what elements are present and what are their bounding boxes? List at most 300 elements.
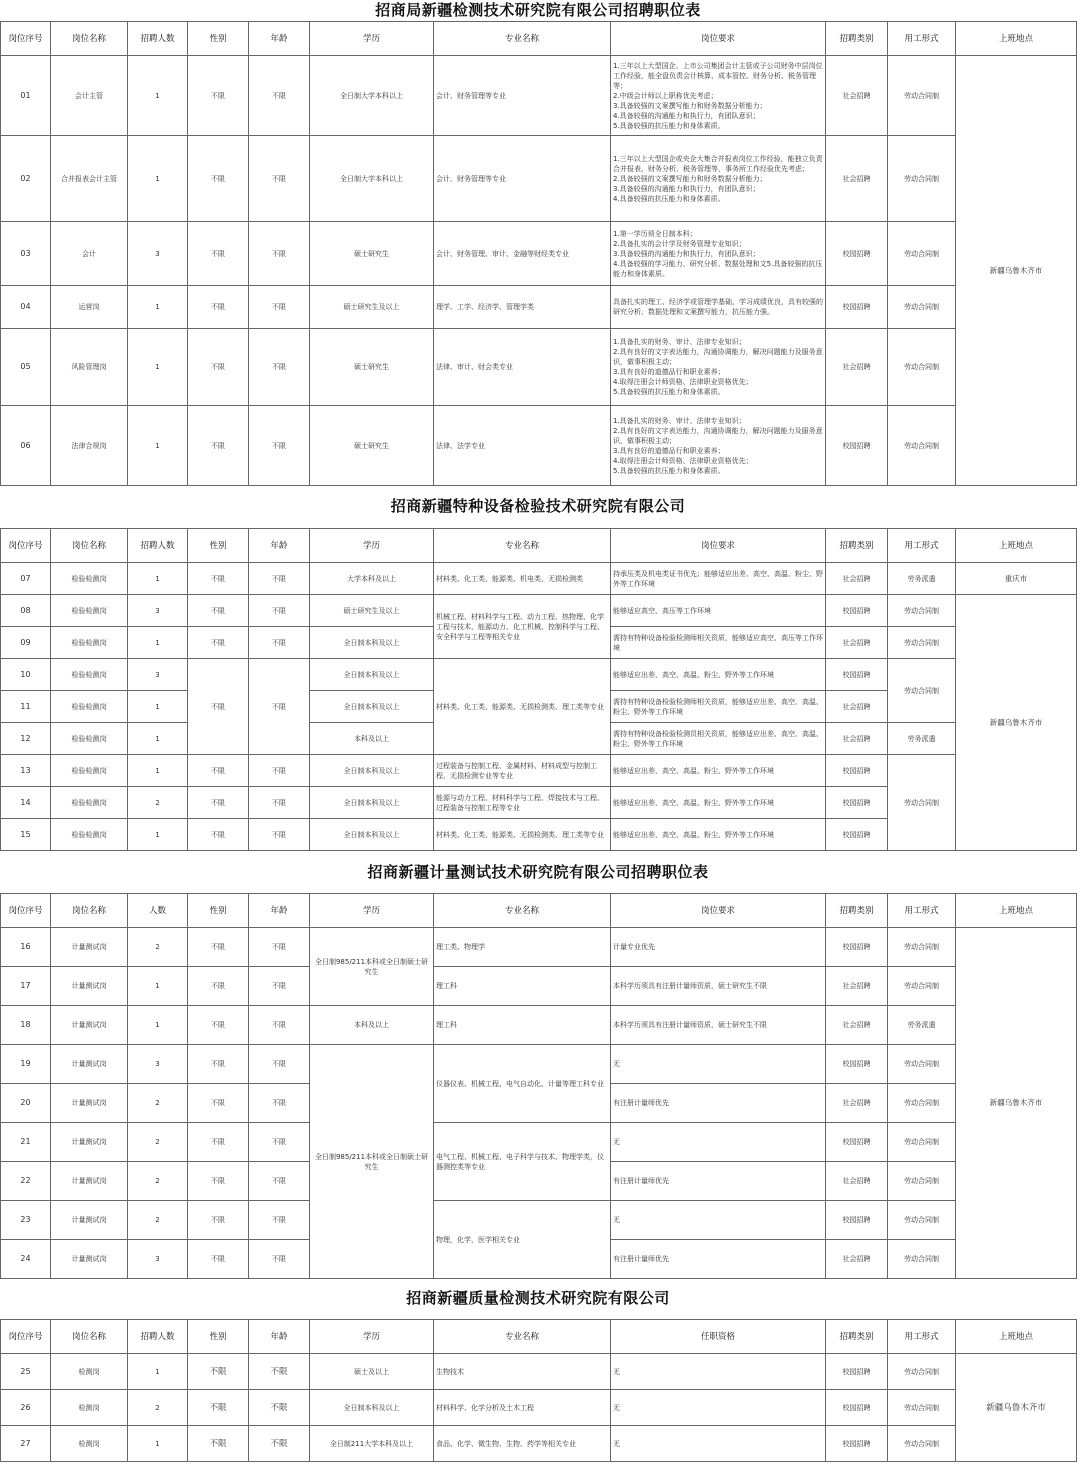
req-line: 1.三年以上大型国企或央企大集合并报表岗位工作经验，能独立负责合并报表、财务分析、税务管理等，事务所工作经验优先考虑；	[613, 154, 823, 173]
count-cell: 3	[128, 1240, 188, 1279]
major-cell: 理工类、物理学	[434, 928, 611, 967]
req-cell: 需持有特种设备检验检测员相关资质，能够适应出差、高空、高温、粉尘、野外等工作环境	[611, 723, 826, 755]
req-cell: 有注册计量师优先	[611, 1240, 826, 1279]
form-cell: 劳动合同制	[888, 1084, 956, 1123]
req-cell	[611, 406, 826, 486]
form-cell: 劳动合同制	[888, 222, 956, 286]
name-cell: 检验检测岗	[51, 627, 128, 659]
location-cell: 新疆乌鲁木齐市	[956, 595, 1077, 851]
type-cell: 校园招聘	[826, 928, 888, 967]
name-cell: 检验检测岗	[51, 755, 128, 787]
count-cell: 1	[128, 691, 188, 723]
name-cell: 检验检测岗	[51, 723, 128, 755]
table-row	[1, 1201, 1077, 1240]
major-cell: 仪器仪表、机械工程、电气自动化、计量等理工科专业	[434, 1045, 611, 1123]
form-cell: 劳动合同制	[888, 1426, 956, 1462]
type-cell: 社会招聘	[826, 563, 888, 595]
table-row	[1, 1354, 1077, 1390]
seq-cell: 16	[1, 928, 51, 967]
major-cell: 物理，化学，医学相关专业	[434, 1201, 611, 1279]
header-cell: 岗位要求	[611, 894, 826, 928]
header-cell: 岗位名称	[51, 1320, 128, 1354]
name-cell: 计量测试岗	[51, 1240, 128, 1279]
header-cell: 用工形式	[888, 529, 956, 563]
req-line: 5.具备较强的抗压能力和身体素质。	[613, 388, 725, 396]
count-cell: 2	[128, 1162, 188, 1201]
name-cell: 计量测试岗	[51, 928, 128, 967]
name-cell: 计量测试岗	[51, 967, 128, 1006]
seq-cell: 27	[1, 1426, 51, 1462]
major-cell: 理工科	[434, 1006, 611, 1045]
req-cell: 需持有特种设备检验检测师相关资质，能够适应出差、高空、高温、粉尘、野外等工作环境	[611, 691, 826, 723]
req-cell: 持承压类及机电类证书优先；能够适应出差、高空、高温、粉尘、野外等工作环境	[611, 563, 826, 595]
name-cell: 检测岗	[51, 1390, 128, 1426]
count-cell: 1	[128, 1426, 188, 1462]
major-cell: 会计、财务管理等专业	[434, 56, 611, 136]
req-cell: 有注册计量师优先	[611, 1084, 826, 1123]
req-cell: 能够适应出差、高空、高温、粉尘、野外等工作环境	[611, 819, 826, 851]
type-cell: 社会招聘	[826, 723, 888, 755]
req-cell: 无	[611, 1426, 826, 1462]
age-cell: 不限	[249, 627, 310, 659]
header-cell: 岗位名称	[51, 894, 128, 928]
age-cell: 不限	[249, 928, 310, 967]
seq-cell: 22	[1, 1162, 51, 1201]
age-cell: 不限	[249, 1045, 310, 1084]
count-cell: 1	[128, 627, 188, 659]
seq-cell: 26	[1, 1390, 51, 1426]
age-cell: 不限	[249, 1123, 310, 1162]
name-cell: 检验检测岗	[51, 691, 128, 723]
table-row	[1, 286, 1077, 329]
header-cell: 岗位序号	[1, 1320, 51, 1354]
age-cell: 不限	[249, 819, 310, 851]
seq-cell: 11	[1, 691, 51, 723]
count-cell: 1	[128, 329, 188, 406]
req-cell: 能够适应高空、高压等工作环境	[611, 595, 826, 627]
form-cell: 劳动合同制	[888, 1240, 956, 1279]
header-cell: 上班地点	[956, 22, 1077, 56]
count-cell: 3	[128, 222, 188, 286]
major-cell: 电气工程、机械工程、电子科学与技术、物理学类，仪器测控类等专业	[434, 1123, 611, 1201]
age-cell: 不限	[249, 1084, 310, 1123]
gender-cell: 不限	[188, 1201, 249, 1240]
type-cell: 校园招聘	[826, 1123, 888, 1162]
gender-cell: 不限	[188, 1045, 249, 1084]
req-line: 3.具有良好的道德品行和职业素养；	[613, 446, 725, 455]
header-cell: 招聘类别	[826, 1320, 888, 1354]
seq-cell: 12	[1, 723, 51, 755]
section-1-title: 招商局新疆检测技术研究院有限公司招聘职位表	[375, 1, 701, 19]
form-cell: 劳动合同制	[888, 967, 956, 1006]
age-cell: 不限	[249, 595, 310, 627]
req-cell: 需持有特种设备检验检测师相关资质，能够适应高空、高压等工作环境	[611, 627, 826, 659]
age-cell: 不限	[249, 967, 310, 1006]
name-cell: 会计主管	[51, 56, 128, 136]
count-cell: 2	[128, 928, 188, 967]
type-cell: 校园招聘	[826, 406, 888, 486]
major-cell: 理工科	[434, 967, 611, 1006]
req-cell	[611, 222, 826, 286]
seq-cell: 06	[1, 406, 51, 486]
age-cell: 不限	[249, 222, 310, 286]
age-cell: 不限	[249, 659, 310, 755]
age-cell: 不限	[249, 1426, 310, 1462]
gender-cell: 不限	[188, 1162, 249, 1201]
gender-cell: 不限	[188, 136, 249, 222]
header-cell: 岗位要求	[611, 22, 826, 56]
name-cell: 运营岗	[51, 286, 128, 329]
location-cell: 重庆市	[956, 563, 1077, 595]
header-cell: 招聘人数	[128, 1320, 188, 1354]
header-cell: 任职资格	[611, 1320, 826, 1354]
form-cell: 劳动合同制	[888, 659, 956, 723]
req-line: 4.具备较强的沟通能力和执行力，有团队意识；	[613, 111, 760, 120]
table-row	[1, 1390, 1077, 1426]
section-2-title: 招商新疆特种设备检验技术研究院有限公司	[390, 497, 686, 515]
major-cell: 材料类、化工类、能源类、机电类、无损检测类	[434, 563, 611, 595]
type-cell: 校园招聘	[826, 595, 888, 627]
req-line: 4.具备较强的抗压能力和身体素质。	[613, 194, 725, 203]
edu-cell: 全日制大学本科以上	[310, 136, 434, 222]
table-row	[1, 1045, 1077, 1084]
header-cell: 用工形式	[888, 1320, 956, 1354]
gender-cell: 不限	[188, 595, 249, 627]
seq-cell: 19	[1, 1045, 51, 1084]
edu-cell: 本科及以上	[310, 723, 434, 755]
req-line: 4.取得注册会计师资格、法律职业资格优先；	[613, 378, 753, 386]
seq-cell: 17	[1, 967, 51, 1006]
count-cell: 3	[128, 595, 188, 627]
table-row	[1, 222, 1077, 286]
header-cell: 学历	[310, 1320, 434, 1354]
major-cell: 过程装备与控制工程、金属材料、材料成型与控制工程、无损检测专业等专业	[434, 755, 611, 787]
req-line: 2.中级会计师以上职称优先考虑；	[613, 91, 718, 100]
major-cell: 能源与动力工程、材料科学与工程、焊接技术与工程、过程装备与控制工程等专业	[434, 787, 611, 819]
req-cell: 计量专业优先	[611, 928, 826, 967]
edu-cell: 全日制985/211本科或全日制硕士研究生	[310, 1045, 434, 1279]
age-cell: 不限	[249, 1390, 310, 1426]
type-cell: 校园招聘	[826, 1390, 888, 1426]
gender-cell: 不限	[188, 286, 249, 329]
table-header-row	[1, 894, 1077, 928]
header-cell: 岗位序号	[1, 22, 51, 56]
form-cell: 劳动合同制	[888, 928, 956, 967]
header-cell: 性别	[188, 894, 249, 928]
count-cell: 1	[128, 136, 188, 222]
edu-cell: 全日制985/211本科或全日制硕士研究生	[310, 928, 434, 1006]
req-cell: 本科学历须具有注册计量师资质，硕士研究生不限	[611, 967, 826, 1006]
form-cell: 劳务派遣	[888, 723, 956, 755]
seq-cell: 01	[1, 56, 51, 136]
req-line: 1.具备扎实的财务、审计、法律专业知识；	[613, 416, 746, 425]
req-cell: 无	[611, 1354, 826, 1390]
req-line: 5.具备较强的抗压能力和身体素质。	[613, 121, 725, 130]
header-cell: 上班地点	[956, 894, 1077, 928]
type-cell: 校园招聘	[826, 787, 888, 819]
section-4-title: 招商新疆质量检测技术研究院有限公司	[406, 1289, 670, 1307]
type-cell: 校园招聘	[826, 1045, 888, 1084]
count-cell: 2	[128, 1390, 188, 1426]
name-cell: 计量测试岗	[51, 1084, 128, 1123]
type-cell: 校园招聘	[826, 1201, 888, 1240]
form-cell: 劳动合同制	[888, 1162, 956, 1201]
form-cell: 劳动合同制	[888, 627, 956, 659]
form-cell: 劳动合同制	[888, 1201, 956, 1240]
req-line: 3.具有良好的道德品行和职业素养；	[613, 368, 725, 376]
age-cell: 不限	[249, 286, 310, 329]
header-cell: 学历	[310, 22, 434, 56]
gender-cell: 不限	[188, 928, 249, 967]
req-cell	[611, 136, 826, 222]
header-cell: 专业名称	[434, 894, 611, 928]
type-cell: 社会招聘	[826, 1006, 888, 1045]
form-cell: 劳动合同制	[888, 1123, 956, 1162]
gender-cell: 不限	[188, 627, 249, 659]
seq-cell: 15	[1, 819, 51, 851]
seq-cell: 09	[1, 627, 51, 659]
header-cell: 上班地点	[956, 529, 1077, 563]
edu-cell: 全日制大学本科以上	[310, 56, 434, 136]
major-cell: 机械工程、材料科学与工程、动力工程、热物理、化学工程与技术、能源动力、化工机械、控制科学与工程、安全科学与工程等相关专业	[434, 595, 611, 659]
req-line: 1.第一学历须全日制本科；	[613, 229, 697, 238]
edu-cell: 硕士研究生及以上	[310, 286, 434, 329]
header-cell: 招聘类别	[826, 22, 888, 56]
type-cell: 社会招聘	[826, 967, 888, 1006]
header-cell: 年龄	[249, 1320, 310, 1354]
seq-cell: 23	[1, 1201, 51, 1240]
req-line: 1.具备扎实的财务、审计、法律专业知识；	[613, 338, 746, 346]
count-cell: 3	[128, 1045, 188, 1084]
edu-cell: 硕士研究生	[310, 329, 434, 406]
form-cell: 劳动合同制	[888, 1354, 956, 1390]
table-row	[1, 136, 1077, 222]
edu-cell: 大学本科及以上	[310, 563, 434, 595]
age-cell: 不限	[249, 1006, 310, 1045]
gender-cell: 不限	[188, 56, 249, 136]
req-line: 4.具备较强的学习能力、研究分析、数据处理和文5.具备较强的抗压能力和身体素质。	[613, 259, 823, 278]
seq-cell: 25	[1, 1354, 51, 1390]
req-cell: 具备扎实的理工、经济学或管理学基础，学习成绩优良，具有较强的研究分析、数据处理和文案撰写能力，抗压能力强。	[611, 286, 826, 329]
type-cell: 校园招聘	[826, 755, 888, 787]
req-line: 2.具备较强的文案撰写能力和财务数据分析能力；	[613, 174, 767, 183]
section-3-table	[0, 893, 1077, 1279]
edu-cell: 本科及以上	[310, 1006, 434, 1045]
req-cell	[611, 56, 826, 136]
table-row	[1, 1123, 1077, 1162]
location-cell: 新疆乌鲁木齐市	[956, 1354, 1077, 1462]
header-cell: 性别	[188, 1320, 249, 1354]
seq-cell: 10	[1, 659, 51, 691]
gender-cell: 不限	[188, 1354, 249, 1390]
section-1-table	[0, 21, 1077, 486]
header-cell: 人数	[128, 894, 188, 928]
header-cell: 性别	[188, 529, 249, 563]
name-cell: 风险管理岗	[51, 329, 128, 406]
gender-cell: 不限	[188, 222, 249, 286]
type-cell: 社会招聘	[826, 329, 888, 406]
table-row	[1, 595, 1077, 627]
header-cell: 性别	[188, 22, 249, 56]
form-cell: 劳动合同制	[888, 1390, 956, 1426]
edu-cell: 硕士研究生及以上	[310, 595, 434, 627]
edu-cell: 全日制本科及以上	[310, 691, 434, 723]
major-cell: 材料科学、化学分析及土木工程	[434, 1390, 611, 1426]
table-header-row	[1, 529, 1077, 563]
type-cell: 社会招聘	[826, 627, 888, 659]
req-cell: 无	[611, 1045, 826, 1084]
type-cell: 校园招聘	[826, 1426, 888, 1462]
major-cell: 理学、工学、经济学、管理学类	[434, 286, 611, 329]
req-line: 2.具有良好的文字表达能力，沟通协调能力，解决问题能力及服务意识，做事积极主动；	[613, 348, 823, 366]
count-cell: 1	[128, 967, 188, 1006]
age-cell: 不限	[249, 1240, 310, 1279]
name-cell: 检验检测岗	[51, 787, 128, 819]
name-cell: 会计	[51, 222, 128, 286]
age-cell: 不限	[249, 329, 310, 406]
count-cell: 2	[128, 787, 188, 819]
table-row	[1, 563, 1077, 595]
name-cell: 计量测试岗	[51, 1201, 128, 1240]
seq-cell: 13	[1, 755, 51, 787]
seq-cell: 18	[1, 1006, 51, 1045]
form-cell: 劳务派遣	[888, 1006, 956, 1045]
table-row	[1, 406, 1077, 486]
age-cell: 不限	[249, 787, 310, 819]
req-line: 3.具备较强的沟通能力和执行力，有团队意识；	[613, 249, 760, 258]
header-cell: 用工形式	[888, 894, 956, 928]
gender-cell: 不限	[188, 329, 249, 406]
header-cell: 岗位序号	[1, 894, 51, 928]
header-cell: 专业名称	[434, 22, 611, 56]
form-cell: 劳动合同制	[888, 595, 956, 627]
form-cell: 劳务派遣	[888, 563, 956, 595]
major-cell: 生物技术	[434, 1354, 611, 1390]
edu-cell: 全日制本科及以上	[310, 1390, 434, 1426]
gender-cell: 不限	[188, 563, 249, 595]
table-header-row	[1, 22, 1077, 56]
req-cell: 能够适应出差、高空、高温、粉尘、野外等工作环境	[611, 659, 826, 691]
header-cell: 学历	[310, 894, 434, 928]
location-cell: 新疆乌鲁木齐市	[956, 928, 1077, 1279]
table-row	[1, 56, 1077, 136]
req-line: 2.具备扎实的会计学及财务管理专业知识；	[613, 239, 746, 248]
type-cell: 社会招聘	[826, 1084, 888, 1123]
gender-cell: 不限	[188, 1240, 249, 1279]
age-cell: 不限	[249, 1201, 310, 1240]
gender-cell: 不限	[188, 1084, 249, 1123]
count-cell: 1	[128, 1354, 188, 1390]
seq-cell: 02	[1, 136, 51, 222]
type-cell: 校园招聘	[826, 222, 888, 286]
name-cell: 计量测试岗	[51, 1123, 128, 1162]
count-cell: 1	[128, 406, 188, 486]
req-line: 5.具备较强的抗压能力和身体素质。	[613, 466, 725, 475]
req-line: 3.具备较强的沟通能力和执行力，有团队意识；	[613, 184, 760, 193]
type-cell: 校园招聘	[826, 819, 888, 851]
edu-cell: 全日制本科及以上	[310, 755, 434, 787]
table-row	[1, 1006, 1077, 1045]
name-cell: 检测岗	[51, 1354, 128, 1390]
count-cell: 2	[128, 1201, 188, 1240]
type-cell: 社会招聘	[826, 136, 888, 222]
form-cell: 劳动合同制	[888, 56, 956, 136]
seq-cell: 20	[1, 1084, 51, 1123]
location-cell: 新疆乌鲁木齐市	[956, 56, 1077, 486]
header-cell: 学历	[310, 529, 434, 563]
header-cell: 招聘人数	[128, 22, 188, 56]
section-2-table	[0, 528, 1077, 851]
form-cell: 劳动合同制	[888, 286, 956, 329]
type-cell: 校园招聘	[826, 286, 888, 329]
major-cell: 材料类、化工类、能源类、无损检测类、理工类等专业	[434, 659, 611, 755]
gender-cell: 不限	[188, 967, 249, 1006]
name-cell: 法律合规岗	[51, 406, 128, 486]
req-cell	[611, 329, 826, 406]
req-line: 4.取得注册会计师资格、法律职业资格优先；	[613, 456, 753, 465]
name-cell: 合并报表会计主管	[51, 136, 128, 222]
gender-cell: 不限	[188, 755, 249, 787]
form-cell: 劳动合同制	[888, 406, 956, 486]
edu-cell: 硕士研究生	[310, 406, 434, 486]
count-cell: 1	[128, 755, 188, 787]
table-row	[1, 1426, 1077, 1462]
table-row	[1, 967, 1077, 1006]
name-cell: 计量测试岗	[51, 1006, 128, 1045]
table-row	[1, 329, 1077, 406]
count-cell: 1	[128, 286, 188, 329]
seq-cell: 03	[1, 222, 51, 286]
table-row	[1, 928, 1077, 967]
age-cell: 不限	[249, 406, 310, 486]
form-cell: 劳动合同制	[888, 1045, 956, 1084]
age-cell: 不限	[249, 755, 310, 787]
seq-cell: 07	[1, 563, 51, 595]
name-cell: 检测岗	[51, 1426, 128, 1462]
header-cell: 岗位序号	[1, 529, 51, 563]
header-cell: 年龄	[249, 529, 310, 563]
gender-cell: 不限	[188, 1123, 249, 1162]
header-cell: 专业名称	[434, 529, 611, 563]
count-cell: 2	[128, 1084, 188, 1123]
gender-cell: 不限	[188, 659, 249, 755]
type-cell: 社会招聘	[826, 1240, 888, 1279]
edu-cell: 全日制本科及以上	[310, 819, 434, 851]
gender-cell: 不限	[188, 406, 249, 486]
req-cell: 能够适应出差、高空、高温、粉尘、野外等工作环境	[611, 755, 826, 787]
name-cell: 计量测试岗	[51, 1162, 128, 1201]
age-cell: 不限	[249, 136, 310, 222]
major-cell: 会计、财务管理等专业	[434, 136, 611, 222]
header-cell: 招聘类别	[826, 529, 888, 563]
seq-cell: 08	[1, 595, 51, 627]
edu-cell: 硕士研究生	[310, 222, 434, 286]
edu-cell: 全日制本科及以上	[310, 627, 434, 659]
req-cell: 无	[611, 1123, 826, 1162]
table-row	[1, 755, 1077, 787]
edu-cell: 全日制本科及以上	[310, 659, 434, 691]
count-cell: 1	[128, 819, 188, 851]
type-cell: 社会招聘	[826, 1162, 888, 1201]
header-cell: 招聘类别	[826, 894, 888, 928]
name-cell: 检验检测岗	[51, 819, 128, 851]
table-header-row	[1, 1320, 1077, 1354]
req-cell: 能够适应出差、高空、高温、粉尘、野外等工作环境	[611, 787, 826, 819]
count-cell: 3	[128, 659, 188, 691]
count-cell: 1	[128, 723, 188, 755]
name-cell: 计量测试岗	[51, 1045, 128, 1084]
edu-cell: 全日制本科及以上	[310, 787, 434, 819]
